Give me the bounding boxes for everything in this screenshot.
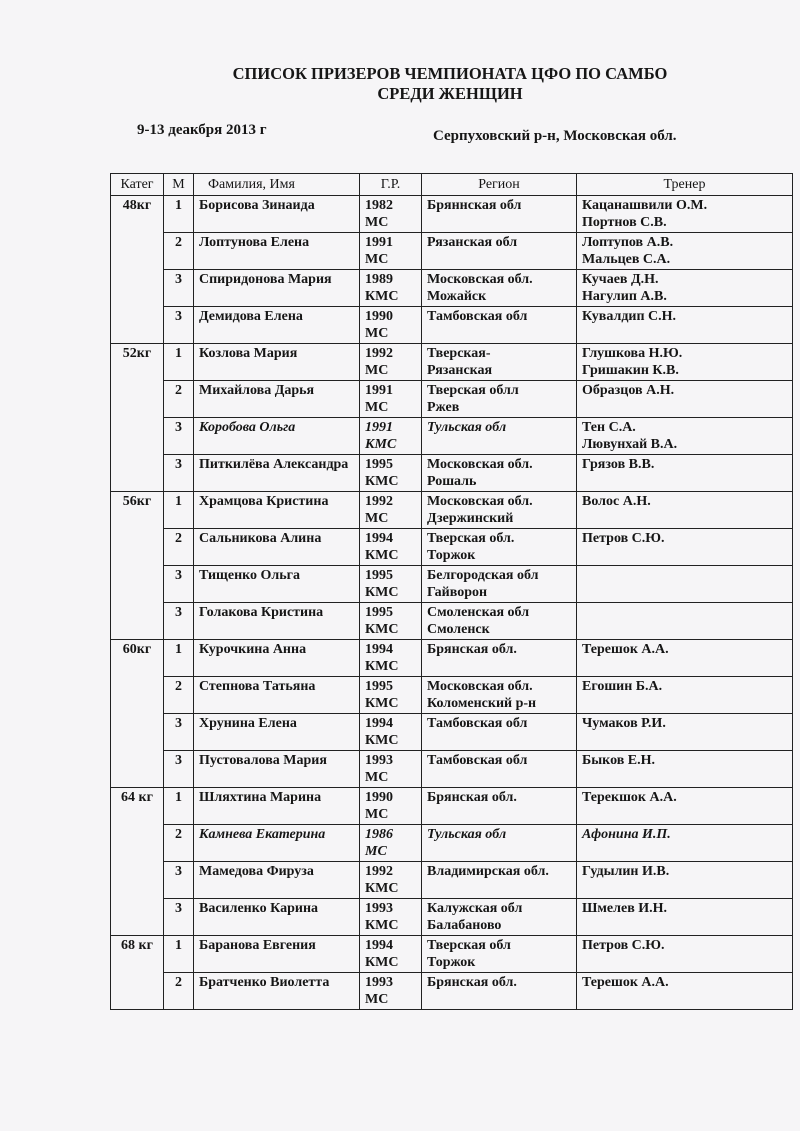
birth-rank-line: МС — [365, 326, 389, 341]
region-cell — [422, 270, 577, 307]
region-line: Торжок — [427, 548, 476, 563]
region-cell — [422, 936, 577, 973]
table-row — [111, 381, 793, 418]
weight-category: 64 кг — [111, 788, 164, 936]
athlete-name: Храмцова Кристина — [194, 492, 360, 529]
birth-rank-cell — [360, 529, 422, 566]
coach-cell — [577, 677, 793, 714]
coach-cell — [577, 751, 793, 788]
birth-rank-line: 1989 — [365, 272, 393, 287]
coach-line: Терешок А.А. — [582, 975, 669, 990]
coach-line: Волос А.Н. — [582, 494, 651, 509]
place-cell: 1 — [164, 492, 194, 529]
birth-rank-cell — [360, 381, 422, 418]
region-line: Брянская обл. — [427, 642, 517, 657]
table-row — [111, 677, 793, 714]
results-table — [110, 173, 793, 1010]
birth-rank-line: МС — [365, 807, 389, 822]
region-line: Бряннская обл — [427, 198, 522, 213]
birth-rank-line: 1986 — [365, 827, 393, 842]
athlete-name: Михайлова Дарья — [194, 381, 360, 418]
table-row — [111, 936, 793, 973]
athlete-name: Голакова Кристина — [194, 603, 360, 640]
birth-rank-cell — [360, 492, 422, 529]
birth-rank-cell — [360, 677, 422, 714]
region-cell — [422, 492, 577, 529]
coach-cell — [577, 196, 793, 233]
birth-rank-line: 1990 — [365, 309, 393, 324]
weight-category: 56кг — [111, 492, 164, 640]
athlete-name: Братченко Виолетта — [194, 973, 360, 1010]
coach-line: Лювунхай В.А. — [582, 437, 678, 452]
region-line: Рошаль — [427, 474, 477, 489]
place-cell: 2 — [164, 233, 194, 270]
birth-rank-cell — [360, 344, 422, 381]
place-cell: 2 — [164, 381, 194, 418]
region-line: Калужская обл — [427, 901, 523, 916]
place-cell: 3 — [164, 862, 194, 899]
region-line: Тамбовская обл — [427, 716, 528, 731]
place-cell: 3 — [164, 751, 194, 788]
coach-line: Нагулип А.В. — [582, 289, 667, 304]
region-cell — [422, 307, 577, 344]
coach-cell — [577, 418, 793, 455]
region-cell — [422, 603, 577, 640]
title-line-1: СПИСОК ПРИЗЕРОВ ЧЕМПИОНАТА ЦФО ПО САМБО — [232, 64, 668, 83]
coach-line: Егошин Б.А. — [582, 679, 663, 694]
athlete-name: Курочкина Анна — [194, 640, 360, 677]
birth-rank-line: КМС — [365, 437, 397, 452]
place-cell: 1 — [164, 640, 194, 677]
region-cell — [422, 344, 577, 381]
region-cell — [422, 381, 577, 418]
table-row — [111, 603, 793, 640]
athlete-name: Василенко Карина — [194, 899, 360, 936]
table-row — [111, 788, 793, 825]
table-row — [111, 566, 793, 603]
birth-rank-line: КМС — [365, 918, 399, 933]
region-cell — [422, 677, 577, 714]
region-line: Можайск — [427, 289, 487, 304]
birth-rank-line: 1995 — [365, 679, 393, 694]
region-cell — [422, 862, 577, 899]
coach-line: Быков Е.Н. — [582, 753, 656, 768]
birth-rank-line: 1994 — [365, 642, 393, 657]
birth-rank-line: 1993 — [365, 753, 393, 768]
region-line: Гайворон — [427, 585, 488, 600]
region-cell — [422, 455, 577, 492]
birth-rank-line: КМС — [365, 955, 399, 970]
birth-rank-line: 1993 — [365, 975, 393, 990]
birth-rank-line: КМС — [365, 881, 399, 896]
results-body — [111, 196, 793, 1010]
coach-cell — [577, 492, 793, 529]
birth-rank-line: 1995 — [365, 605, 393, 620]
birth-rank-line: 1991 — [365, 235, 393, 250]
header-region: Регион — [422, 174, 577, 196]
athlete-name: Козлова Мария — [194, 344, 360, 381]
birth-rank-cell — [360, 936, 422, 973]
athlete-name: Демидова Елена — [194, 307, 360, 344]
birth-rank-cell — [360, 566, 422, 603]
table-row — [111, 973, 793, 1010]
region-line: Тамбовская обл — [427, 309, 528, 324]
birth-rank-line: 1991 — [365, 420, 393, 435]
place-cell: 1 — [164, 788, 194, 825]
birth-rank-line: МС — [365, 770, 389, 785]
header-row — [111, 174, 793, 196]
coach-line: Грязов В.В. — [582, 457, 655, 472]
birth-rank-line: 1992 — [365, 864, 393, 879]
table-row — [111, 196, 793, 233]
region-line: Дзержинский — [427, 511, 514, 526]
athlete-name: Хрунина Елена — [194, 714, 360, 751]
coach-line: Петров С.Ю. — [582, 531, 665, 546]
region-cell — [422, 529, 577, 566]
birth-rank-line: КМС — [365, 289, 399, 304]
header-birth: Г.Р. — [360, 174, 422, 196]
region-line: Торжок — [427, 955, 476, 970]
region-cell — [422, 899, 577, 936]
coach-line: Гришакин К.В. — [582, 363, 679, 378]
birth-rank-line: МС — [365, 252, 389, 267]
region-line: Тверская облл — [427, 383, 519, 398]
birth-rank-line: 1993 — [365, 901, 393, 916]
coach-cell — [577, 714, 793, 751]
birth-rank-line: МС — [365, 363, 389, 378]
birth-rank-cell — [360, 196, 422, 233]
birth-rank-line: 1995 — [365, 568, 393, 583]
place-cell: 3 — [164, 714, 194, 751]
athlete-name: Мамедова Фируза — [194, 862, 360, 899]
athlete-name: Лоптунова Елена — [194, 233, 360, 270]
athlete-name: Пустовалова Мария — [194, 751, 360, 788]
header-category: Катег — [111, 174, 164, 196]
birth-rank-line: 1982 — [365, 198, 393, 213]
region-line: Московская обл. — [427, 679, 533, 694]
coach-line: Тен С.А. — [582, 420, 636, 435]
table-row — [111, 307, 793, 344]
table-row — [111, 640, 793, 677]
region-line: Балабаново — [427, 918, 502, 933]
coach-line: Петров С.Ю. — [582, 938, 665, 953]
place-cell: 3 — [164, 455, 194, 492]
region-line: Владимирская обл. — [427, 864, 549, 879]
coach-cell — [577, 270, 793, 307]
birth-rank-line: МС — [365, 844, 387, 859]
place-cell: 2 — [164, 825, 194, 862]
birth-rank-line: КМС — [365, 659, 399, 674]
document-title — [0, 64, 800, 104]
birth-rank-line: 1990 — [365, 790, 393, 805]
birth-rank-cell — [360, 640, 422, 677]
table-row — [111, 529, 793, 566]
place-cell: 3 — [164, 270, 194, 307]
athlete-name: Баранова Евгения — [194, 936, 360, 973]
place-cell: 3 — [164, 566, 194, 603]
coach-cell — [577, 899, 793, 936]
place-cell: 3 — [164, 418, 194, 455]
birth-rank-line: КМС — [365, 733, 399, 748]
table-row — [111, 862, 793, 899]
weight-category: 52кг — [111, 344, 164, 492]
coach-cell — [577, 788, 793, 825]
coach-line: Гудылин И.В. — [582, 864, 670, 879]
athlete-name: Тищенко Ольга — [194, 566, 360, 603]
birth-rank-line: 1994 — [365, 716, 393, 731]
region-line: Брянская обл. — [427, 975, 517, 990]
birth-rank-line: КМС — [365, 622, 399, 637]
title-line-2: СРЕДИ ЖЕНЩИН — [377, 84, 523, 103]
coach-line: Терешок А.А. — [582, 642, 669, 657]
birth-rank-line: МС — [365, 400, 389, 415]
birth-rank-line: 1991 — [365, 383, 393, 398]
birth-rank-line: 1994 — [365, 938, 393, 953]
birth-rank-cell — [360, 714, 422, 751]
birth-rank-line: КМС — [365, 696, 399, 711]
birth-rank-line: 1992 — [365, 494, 393, 509]
place-cell: 2 — [164, 529, 194, 566]
birth-rank-line: 1995 — [365, 457, 393, 472]
region-cell — [422, 233, 577, 270]
athlete-name: Степнова Татьяна — [194, 677, 360, 714]
birth-rank-line: КМС — [365, 548, 399, 563]
region-line: Смоленская обл — [427, 605, 530, 620]
region-line: Рязанская обл — [427, 235, 518, 250]
coach-line: Шмелев И.Н. — [582, 901, 668, 916]
region-line: Белгородская обл — [427, 568, 539, 583]
table-row — [111, 344, 793, 381]
region-line: Рязанская — [427, 363, 493, 378]
athlete-name: Борисова Зинаида — [194, 196, 360, 233]
birth-rank-line: КМС — [365, 585, 399, 600]
place-cell: 3 — [164, 899, 194, 936]
table-row — [111, 418, 793, 455]
athlete-name: Камнева Екатерина — [194, 825, 360, 862]
region-line: Ржев — [427, 400, 460, 415]
region-cell — [422, 973, 577, 1010]
birth-rank-cell — [360, 307, 422, 344]
coach-cell — [577, 307, 793, 344]
coach-line: Кацанашвили О.М. — [582, 198, 708, 213]
coach-line: Лоптупов А.В. — [582, 235, 674, 250]
birth-rank-line: 1992 — [365, 346, 393, 361]
region-line: Московская обл. — [427, 272, 533, 287]
coach-cell — [577, 344, 793, 381]
coach-cell — [577, 936, 793, 973]
region-line: Тульская обл — [427, 420, 507, 435]
coach-line: Портнов С.В. — [582, 215, 667, 230]
birth-rank-cell — [360, 973, 422, 1010]
coach-cell — [577, 640, 793, 677]
coach-cell — [577, 862, 793, 899]
weight-category: 68 кг — [111, 936, 164, 1010]
athlete-name: Сальникова Алина — [194, 529, 360, 566]
birth-rank-cell — [360, 603, 422, 640]
coach-line: Образцов А.Н. — [582, 383, 675, 398]
table-row — [111, 714, 793, 751]
table-row — [111, 825, 793, 862]
athlete-name: Коробова Ольга — [194, 418, 360, 455]
table-row — [111, 899, 793, 936]
athlete-name: Питкилёва Александра — [194, 455, 360, 492]
event-date: 9-13 деакбря 2013 г — [137, 122, 267, 138]
region-line: Тверская обл. — [427, 531, 515, 546]
place-cell: 1 — [164, 936, 194, 973]
table-row — [111, 751, 793, 788]
coach-cell — [577, 973, 793, 1010]
region-cell — [422, 825, 577, 862]
birth-rank-line: МС — [365, 511, 389, 526]
region-line: Смоленск — [427, 622, 490, 637]
table-row — [111, 233, 793, 270]
region-cell — [422, 566, 577, 603]
birth-rank-line: МС — [365, 215, 389, 230]
header-place: М — [164, 174, 194, 196]
table-row — [111, 492, 793, 529]
birth-rank-cell — [360, 751, 422, 788]
header-name: Фамилия, Имя — [194, 174, 360, 196]
coach-cell — [577, 566, 793, 603]
birth-rank-cell — [360, 455, 422, 492]
coach-line: Глушкова Н.Ю. — [582, 346, 683, 361]
athlete-name: Спиридонова Мария — [194, 270, 360, 307]
table-row — [111, 270, 793, 307]
coach-cell — [577, 455, 793, 492]
coach-line: Терекшок А.А. — [582, 790, 677, 805]
birth-rank-line: МС — [365, 992, 389, 1007]
birth-rank-line: КМС — [365, 474, 399, 489]
region-cell — [422, 788, 577, 825]
region-line: Московская обл. — [427, 457, 533, 472]
header-coach: Тренер — [577, 174, 793, 196]
region-cell — [422, 751, 577, 788]
place-cell: 1 — [164, 344, 194, 381]
region-line: Тверская обл — [427, 938, 511, 953]
region-line: Брянская обл. — [427, 790, 517, 805]
region-cell — [422, 640, 577, 677]
coach-line: Мальцев С.А. — [582, 252, 671, 267]
birth-rank-cell — [360, 862, 422, 899]
place-cell: 2 — [164, 973, 194, 1010]
birth-rank-cell — [360, 899, 422, 936]
table-row — [111, 455, 793, 492]
coach-cell — [577, 603, 793, 640]
coach-cell — [577, 233, 793, 270]
athlete-name: Шляхтина Марина — [194, 788, 360, 825]
region-line: Тверская- — [427, 346, 491, 361]
region-line: Тамбовская обл — [427, 753, 528, 768]
place-cell: 3 — [164, 603, 194, 640]
coach-line: Чумаков Р.И. — [582, 716, 666, 731]
coach-cell — [577, 381, 793, 418]
place-cell: 1 — [164, 196, 194, 233]
birth-rank-cell — [360, 270, 422, 307]
place-cell: 2 — [164, 677, 194, 714]
coach-line: Кучаев Д.Н. — [582, 272, 659, 287]
coach-line: Кувалдип С.Н. — [582, 309, 677, 324]
birth-rank-cell — [360, 788, 422, 825]
coach-cell — [577, 825, 793, 862]
event-place: Серпуховский р-н, Московская обл. — [433, 128, 677, 144]
region-cell — [422, 196, 577, 233]
weight-category: 60кг — [111, 640, 164, 788]
region-line: Тульская обл — [427, 827, 507, 842]
region-line: Коломенский р-н — [427, 696, 537, 711]
coach-line: Афонина И.П. — [582, 827, 671, 842]
region-cell — [422, 714, 577, 751]
place-cell: 3 — [164, 307, 194, 344]
weight-category: 48кг — [111, 196, 164, 344]
birth-rank-cell — [360, 825, 422, 862]
region-line: Московская обл. — [427, 494, 533, 509]
birth-rank-line: 1994 — [365, 531, 393, 546]
birth-rank-cell — [360, 418, 422, 455]
region-cell — [422, 418, 577, 455]
coach-cell — [577, 529, 793, 566]
birth-rank-cell — [360, 233, 422, 270]
